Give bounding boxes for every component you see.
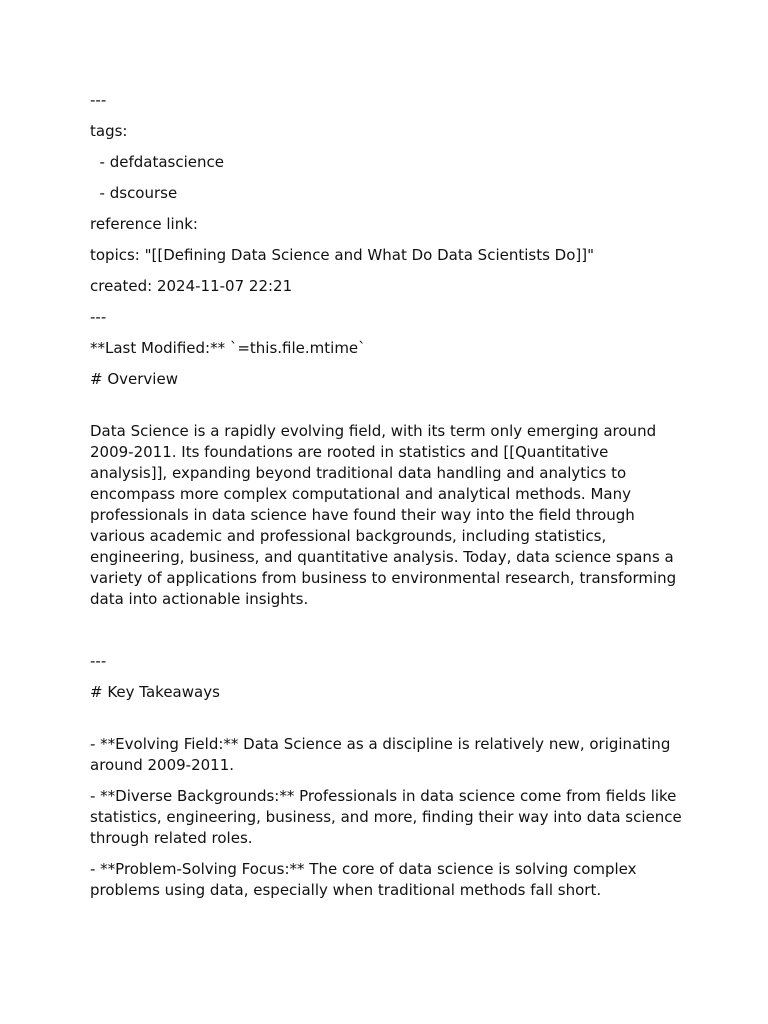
key-takeaways-heading: # Key Takeaways [90, 683, 220, 701]
topics-field: topics: "[[Defining Data Science and What Do Data Scientists Do]]" [90, 246, 595, 264]
takeaway-item: - **Evolving Field:** Data Science as a discipline is relatively new, originating around 2009-2011. [90, 735, 671, 774]
overview-paragraph: Data Science is a rapidly evolving field, with its term only emerging around 2009-2011. Its foundations are rooted in statistics and [[Quantitative analysis]], expanding beyond traditional data handling and analytics to encompass more complex computational and analytical methods. Many professionals in data science have found their way into the field through various academic and professional backgrounds, including statistics, engineering, business, and quantitative analysis. Today, data science spans a variety of applications from business to environmental research, transforming data into actionable insights. [90, 422, 677, 608]
takeaway-item: - **Problem-Solving Focus:** The core of data science is solving complex problems using data, especially when traditional methods fall short. [90, 860, 637, 899]
tag-item: - defdatascience [90, 153, 224, 171]
frontmatter-close-delimiter: --- [90, 308, 107, 326]
tag-item: - dscourse [90, 184, 178, 202]
created-field: created: 2024-11-07 22:21 [90, 277, 293, 295]
last-modified-line: **Last Modified:** `=this.file.mtime` [90, 339, 366, 357]
tags-label: tags: [90, 122, 128, 140]
takeaway-item: - **Diverse Backgrounds:** Professionals in data science come from fields like statistics, engineering, business, and more, finding their way into data science through related roles. [90, 787, 682, 847]
reference-link-field: reference link: [90, 215, 198, 233]
overview-heading: # Overview [90, 370, 178, 388]
section-separator: --- [90, 652, 107, 670]
frontmatter-open-delimiter: --- [90, 91, 107, 109]
document-page [90, 90, 685, 911]
